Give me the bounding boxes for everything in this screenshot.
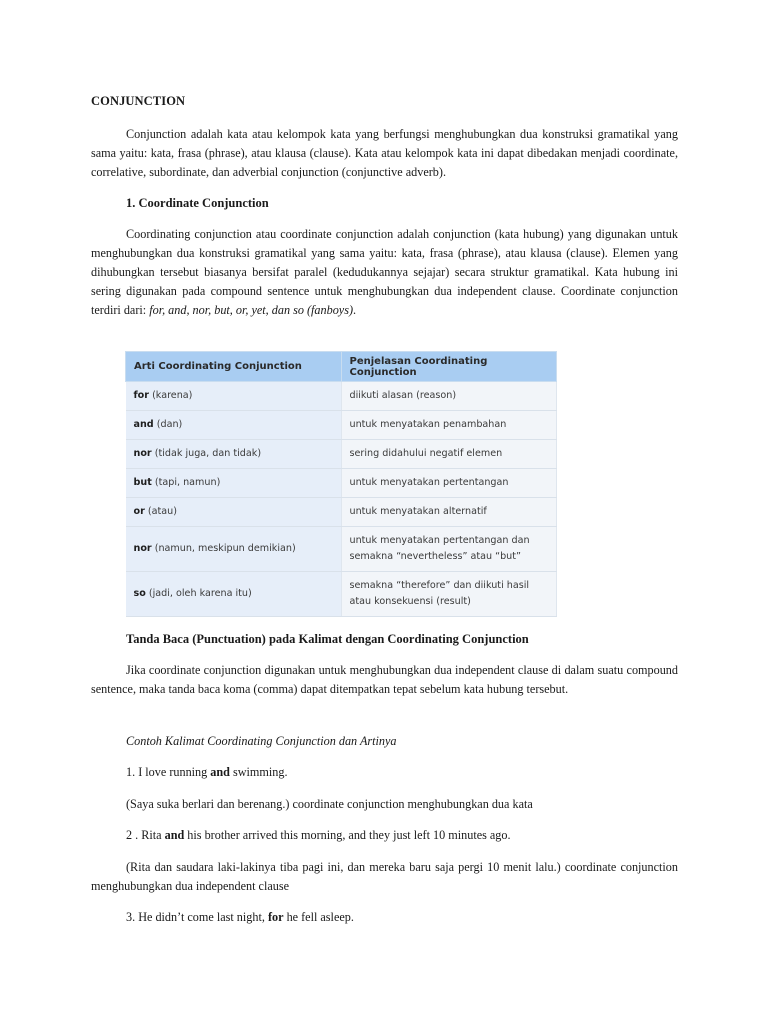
conjunction-translation: (karena) (152, 390, 193, 401)
table-cell-explanation: diikuti alasan (reason) (341, 382, 557, 411)
table-cell-explanation: semakna “therefore” dan diikuti hasil atau konsekuensi (result) (341, 572, 557, 617)
example-text: 3. He didn’t come last night, (126, 910, 268, 924)
table-cell-explanation: untuk menyatakan alternatif (341, 498, 557, 527)
table-row (126, 469, 557, 498)
example-text: swimming. (229, 765, 288, 779)
conjunction-translation: (atau) (147, 506, 177, 517)
conjunction-word: nor (133, 543, 152, 554)
conjunction-translation: (tapi, namun) (154, 477, 221, 488)
conjunction-word: or (133, 506, 145, 517)
conjunction-word: and (133, 419, 154, 430)
conjunction-translation: (namun, meskipun demikian) (154, 543, 296, 554)
example-1-translation: (Saya suka berlari dan berenang.) coordinate conjunction menghubungkan dua kata (126, 797, 533, 811)
example-text: 2 . Rita (126, 828, 165, 842)
page-title: CONJUNCTION (91, 94, 186, 108)
table-cell-meaning (126, 498, 342, 527)
table-row (126, 498, 557, 527)
conjunction-translation: (tidak juga, dan tidak) (154, 448, 262, 459)
table-cell-explanation: untuk menyatakan pertentangan (341, 469, 557, 498)
conjunction-table (125, 351, 557, 617)
conjunction-translation: (dan) (156, 419, 183, 430)
table-cell-explanation: sering didahului negatif elemen (341, 440, 557, 469)
table-cell-explanation: untuk menyatakan pertentangan dan semakna “nevertheless” atau “but” (341, 527, 557, 572)
coordinate-period: . (353, 303, 357, 317)
example-2-translation: (Rita dan saudara laki-lakinya tiba pagi ini, dan mereka baru saja pergi 10 menit lalu.) coordinate conjunction menghubungkan dua independent clause (91, 860, 678, 893)
example-conjunction: and (164, 828, 185, 842)
table-header-explanation: Penjelasan Coordinating Conjunction (341, 352, 557, 382)
table-row (126, 382, 557, 411)
table-row (126, 527, 557, 572)
conjunction-word: for (133, 390, 149, 401)
table-cell-explanation: untuk menyatakan penambahan (341, 411, 557, 440)
conjunction-word: nor (133, 448, 152, 459)
example-text: he fell asleep. (283, 910, 354, 924)
example-text: 1. I love running (126, 765, 211, 779)
table-row (126, 411, 557, 440)
intro-paragraph: Conjunction adalah kata atau kelompok kata yang berfungsi menghubungkan dua konstruksi gramatikal yang sama yaitu: kata, frasa (phrase), atau klausa (clause). Kata atau kelompok kata ini dapat dibedakan menjadi coordinate, correlative, subordinate, dan adverbial conjunction (conjunctive adverb). (91, 127, 678, 179)
table-cell-meaning (126, 411, 342, 440)
examples-heading: Contoh Kalimat Coordinating Conjunction dan Artinya (126, 734, 397, 748)
example-2 (126, 826, 713, 845)
example-conjunction: for (267, 910, 284, 924)
example-1 (126, 763, 713, 782)
conjunction-translation: (jadi, oleh karena itu) (148, 588, 252, 599)
conjunction-table-wrapper (125, 351, 557, 617)
table-header-meaning: Arti Coordinating Conjunction (126, 352, 342, 382)
punctuation-heading: Tanda Baca (Punctuation) pada Kalimat dengan Coordinating Conjunction (126, 632, 529, 646)
table-cell-meaning (126, 440, 342, 469)
table-row (126, 572, 557, 617)
punctuation-paragraph: Jika coordinate conjunction digunakan untuk menghubungkan dua independent clause di dalam suatu compound sentence, maka tanda baca koma (comma) dapat ditempatkan tepat sebelum kata hubung tersebut. (91, 663, 678, 696)
example-text: his brother arrived this morning, and they just left 10 minutes ago. (184, 828, 511, 842)
section-heading-coordinate: 1. Coordinate Conjunction (126, 196, 269, 210)
fanboys-list: for, and, nor, but, or, yet, dan so (fanboys) (149, 303, 354, 317)
conjunction-word: so (133, 588, 146, 599)
example-conjunction: and (210, 765, 230, 779)
table-cell-meaning (126, 382, 342, 411)
table-cell-meaning (126, 527, 342, 572)
coordinate-body-text: Coordinating conjunction atau coordinate conjunction adalah conjunction (kata hubung) yang digunakan untuk menghubungkan dua konstruksi gramatikal yang sama yaitu: kata, frasa (phrase), atau klausa (clause). Elemen yang dihubungkan tersebut biasanya bersifat paralel (kedudukannya sejajar) secara struktur gramatikal. Kata hubung ini sering digunakan pada compound sentence untuk menghubungkan dua independent clause. Coordinate conjunction terdiri dari: (91, 227, 678, 317)
table-header-row (126, 352, 557, 382)
conjunction-word: but (133, 477, 152, 488)
table-cell-meaning (126, 572, 342, 617)
coordinate-paragraph (91, 225, 678, 320)
table-cell-meaning (126, 469, 342, 498)
table-row (126, 440, 557, 469)
example-3 (126, 908, 713, 927)
